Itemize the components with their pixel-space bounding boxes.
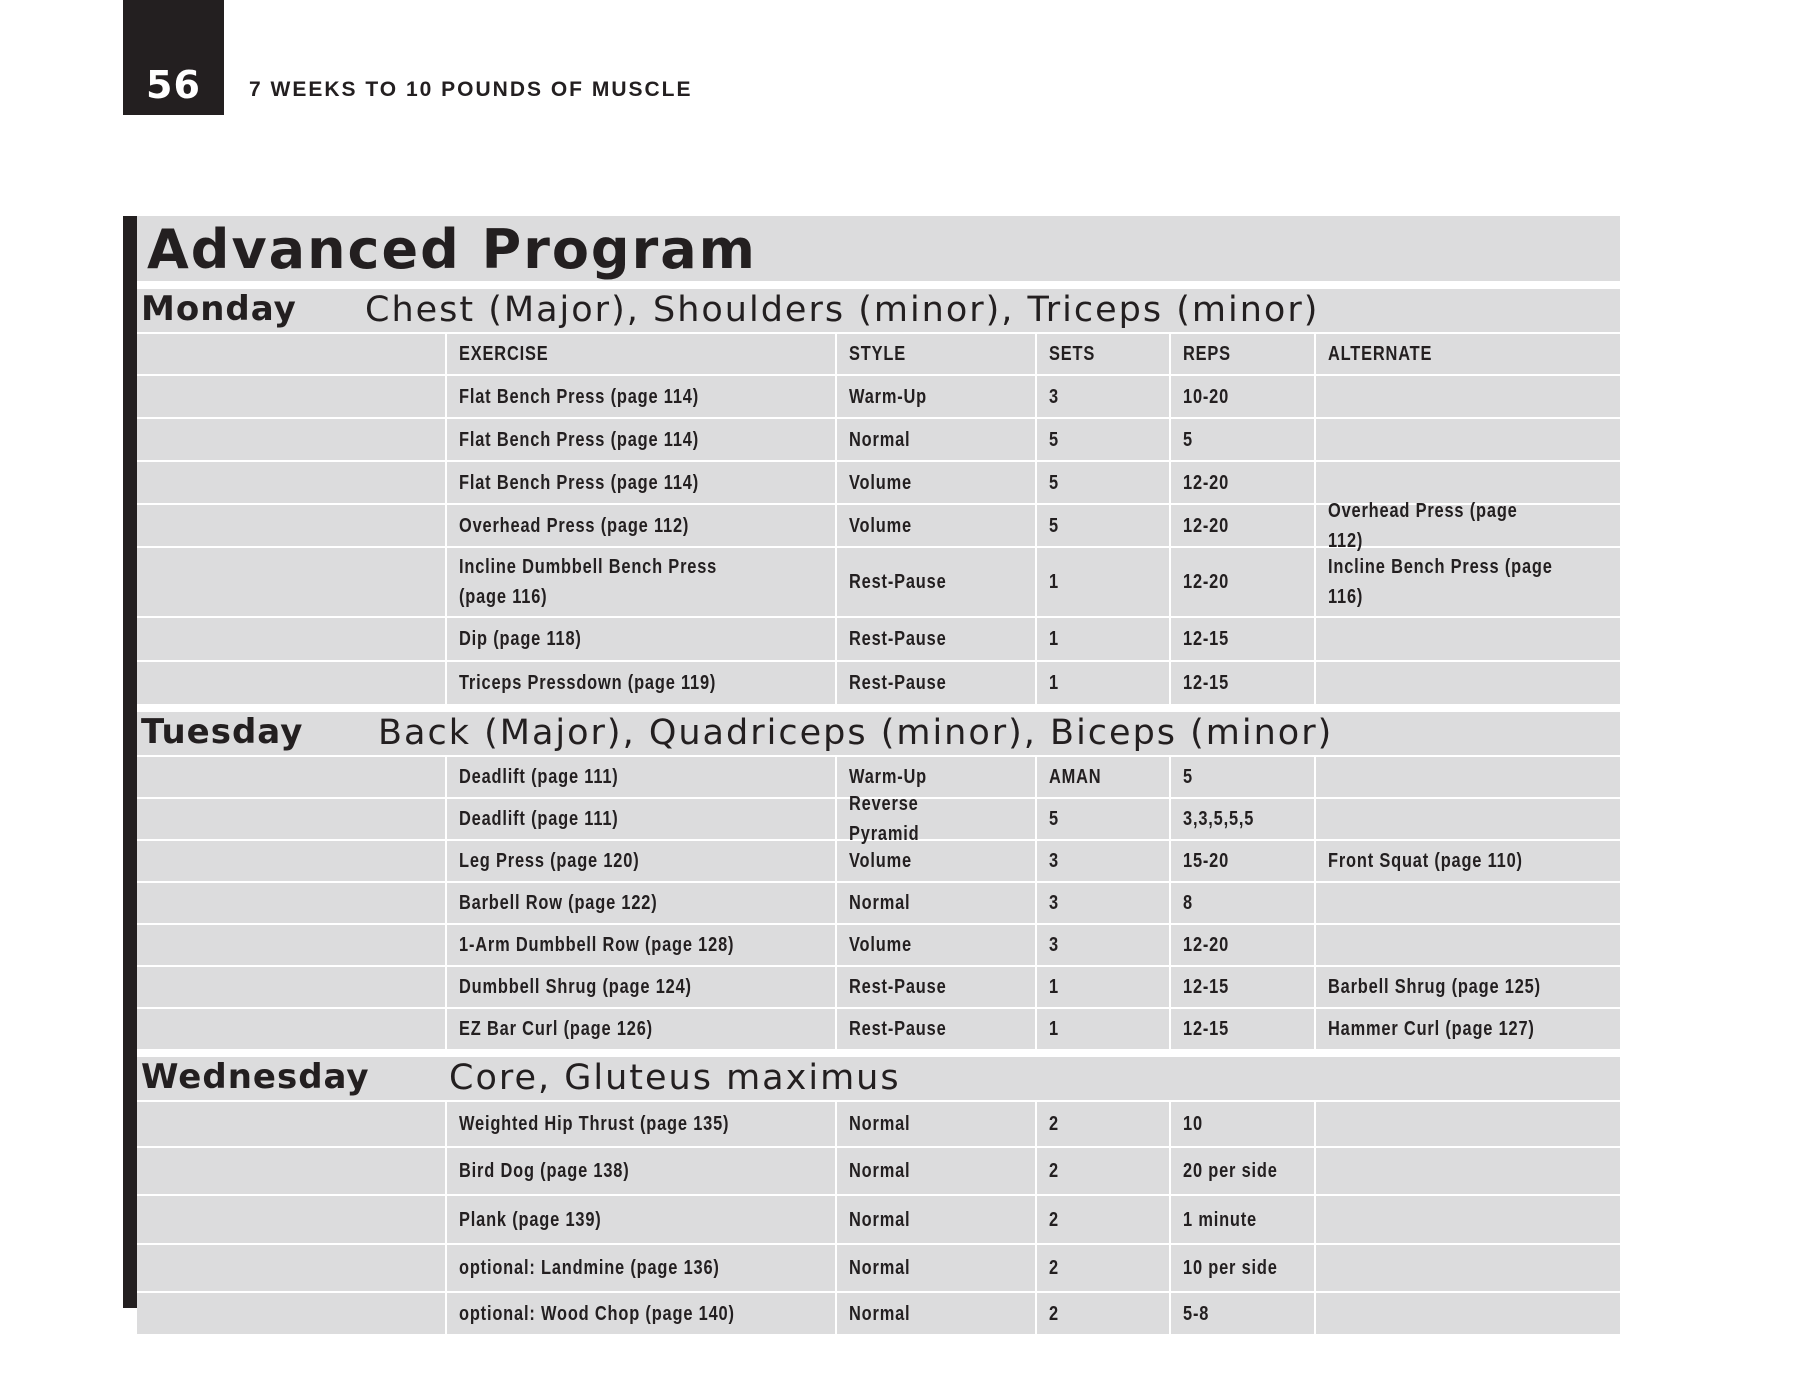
reps-cell [1171,757,1316,797]
exercise-text: Triceps Pressdown (page 119) [459,672,717,694]
alternate-cell [1316,883,1620,923]
table-row [137,883,1620,925]
sets-cell [1037,883,1171,923]
exercise-text: Plank (page 139) [459,1208,602,1231]
blank-cell [137,1293,447,1334]
blank-cell [137,757,447,797]
alternate-cell [1316,376,1620,417]
sets-text: 3 [1049,385,1059,408]
style-text: Volume [849,514,912,537]
column-header-reps [1171,334,1316,374]
sets-text: 5 [1049,808,1059,830]
column-header-label: ALTERNATE [1328,343,1433,365]
column-header-exercise [447,334,837,374]
table-row [137,793,1620,845]
style-text: Normal [849,1160,911,1182]
page-number: 56 [146,63,201,107]
style-text: Normal [849,1113,911,1135]
style-cell [837,793,1037,845]
sets-text: 3 [1049,892,1059,914]
reps-cell [1171,1102,1316,1146]
table-row [137,967,1620,1009]
reps-cell [1171,505,1316,546]
style-cell [837,662,1037,704]
reps-text: 5 [1183,766,1193,788]
alternate-cell [1316,618,1620,660]
title-band [137,216,1620,289]
sets-text: 5 [1049,428,1059,451]
sets-text: 2 [1049,1257,1059,1279]
style-cell [837,419,1037,460]
reps-text: 12-15 [1183,1018,1230,1040]
program-title: Advanced Program [147,218,757,281]
exercise-text: Flat Bench Press (page 114) [459,471,699,494]
style-cell [837,1102,1037,1146]
exercise-text: Leg Press (page 120) [459,850,640,872]
style-text: Normal [849,1208,911,1231]
sets-cell [1037,841,1171,881]
exercise-text: Overhead Press (page 112) [459,514,690,537]
reps-cell [1171,462,1316,503]
exercise-text: Flat Bench Press (page 114) [459,428,699,451]
reps-text: 10 [1183,1113,1203,1135]
day-focus: Back (Major), Quadriceps (minor), Biceps (minor) [378,713,1334,753]
sets-cell [1037,799,1171,839]
blank-cell [137,376,447,417]
style-text: Rest-Pause [849,628,947,650]
style-text: Normal [849,892,911,914]
alternate-cell [1316,1148,1620,1194]
reps-cell [1171,376,1316,417]
table-row [137,419,1620,462]
style-text: Normal [849,1302,911,1325]
exercise-text: Bird Dog (page 138) [459,1160,630,1182]
left-accent-bar [123,216,137,1308]
table-row [137,1293,1620,1336]
reps-cell [1171,799,1316,839]
sets-text: 3 [1049,850,1059,872]
alternate-cell [1316,1102,1620,1146]
reps-text: 5 [1183,428,1193,451]
reps-text: 1 minute [1183,1208,1258,1231]
reps-text: 3,3,5,5,5 [1183,808,1255,830]
style-text: Rest-Pause [849,571,947,593]
exercise-cell [447,419,837,460]
reps-text: 12-15 [1183,672,1230,694]
exercise-text: Incline Dumbbell Bench Press (page 116) [459,556,718,608]
reps-cell [1171,1245,1316,1291]
table-row [137,925,1620,967]
exercise-cell [447,1293,837,1334]
sets-text: 1 [1049,571,1059,593]
style-text: Normal [849,428,911,451]
reps-text: 12-15 [1183,976,1230,998]
table-row [137,1148,1620,1196]
table-row [137,499,1620,552]
exercise-text: Flat Bench Press (page 114) [459,385,699,408]
day-name: Wednesday [141,1057,370,1097]
reps-cell [1171,925,1316,965]
exercise-text: Barbell Row (page 122) [459,892,658,914]
alternate-cell [1316,548,1620,616]
exercise-cell [447,1102,837,1146]
sets-cell [1037,1009,1171,1049]
blank-cell [137,419,447,460]
sets-cell [1037,1293,1171,1334]
reps-cell [1171,1148,1316,1194]
sets-cell [1037,925,1171,965]
blank-cell [137,967,447,1007]
exercise-cell [447,1148,837,1194]
table-row [137,841,1620,883]
reps-cell [1171,883,1316,923]
style-cell [837,376,1037,417]
reps-text: 12-15 [1183,628,1230,650]
day-header [137,1057,1620,1102]
table-row [137,1009,1620,1051]
sets-text: 2 [1049,1113,1059,1135]
reps-cell [1171,967,1316,1007]
blank-cell [137,1148,447,1194]
reps-cell [1171,841,1316,881]
column-header-label: STYLE [849,343,906,365]
sets-text: 5 [1049,514,1059,537]
reps-cell [1171,419,1316,460]
style-cell [837,462,1037,503]
sets-text: AMAN [1049,766,1102,788]
sets-cell [1037,662,1171,704]
sets-text: 2 [1049,1208,1059,1231]
table-row [137,1196,1620,1245]
column-header-sets [1037,334,1171,374]
blank-cell [137,618,447,660]
blank-cell [137,548,447,616]
alternate-cell [1316,1196,1620,1243]
alternate-cell [1316,799,1620,839]
alternate-cell [1316,1009,1620,1049]
exercise-cell [447,967,837,1007]
exercise-cell [447,925,837,965]
style-text: Normal [849,1257,911,1279]
reps-text: 8 [1183,892,1193,914]
alternate-cell [1316,419,1620,460]
exercise-cell [447,376,837,417]
style-cell [837,925,1037,965]
alternate-cell [1316,967,1620,1007]
blank-cell [137,799,447,839]
blank-cell [137,462,447,503]
sets-cell [1037,1102,1171,1146]
reps-text: 10 per side [1183,1257,1278,1279]
table-row [137,618,1620,662]
reps-text: 15-20 [1183,850,1230,872]
exercise-cell [447,618,837,660]
column-header-row [137,334,1620,376]
exercise-text: 1-Arm Dumbbell Row (page 128) [459,934,735,956]
exercise-text: optional: Landmine (page 136) [459,1257,720,1279]
blank-cell [137,1102,447,1146]
style-cell [837,967,1037,1007]
reps-cell [1171,1293,1316,1334]
alternate-text: Front Squat (page 110) [1328,850,1523,872]
style-text: Warm-Up [849,385,928,408]
day-header [137,289,1620,334]
style-text: Reverse Pyramid [849,793,920,845]
exercise-cell [447,505,837,546]
reps-text: 12-20 [1183,471,1230,494]
exercise-text: optional: Wood Chop (page 140) [459,1302,735,1325]
reps-cell [1171,1009,1316,1049]
sets-text: 1 [1049,672,1059,694]
table-row [137,662,1620,706]
program-table [123,216,1620,1325]
style-cell [837,548,1037,616]
reps-cell [1171,1196,1316,1243]
blank-cell [137,1196,447,1243]
sets-cell [1037,505,1171,546]
day-focus: Chest (Major), Shoulders (minor), Triceps (minor) [365,290,1320,330]
style-cell [837,1196,1037,1243]
alternate-cell [1316,1293,1620,1334]
style-text: Volume [849,934,912,956]
alternate-cell [1316,1245,1620,1291]
exercise-cell [447,548,837,616]
exercise-cell [447,757,837,797]
table-row [137,1102,1620,1148]
alternate-text: Overhead Press (page 112) [1328,499,1518,552]
sets-cell [1037,618,1171,660]
blank-cell [137,505,447,546]
sets-cell [1037,462,1171,503]
exercise-cell [447,1245,837,1291]
exercise-text: Deadlift (page 111) [459,808,619,830]
exercise-cell [447,662,837,704]
sets-text: 1 [1049,976,1059,998]
exercise-cell [447,1196,837,1243]
exercise-cell [447,841,837,881]
reps-text: 10-20 [1183,385,1230,408]
blank-cell [137,662,447,704]
column-header-style [837,334,1037,374]
sets-cell [1037,1245,1171,1291]
exercise-text: EZ Bar Curl (page 126) [459,1018,653,1040]
table-row [137,1245,1620,1293]
style-text: Rest-Pause [849,976,947,998]
sets-text: 1 [1049,628,1059,650]
style-text: Warm-Up [849,766,928,788]
sets-cell [1037,967,1171,1007]
style-text: Rest-Pause [849,1018,947,1040]
sets-cell [1037,376,1171,417]
exercise-cell [447,799,837,839]
program-content [137,216,1620,1336]
sets-cell [1037,419,1171,460]
blank-cell [137,1009,447,1049]
table-row [137,376,1620,419]
day-name: Tuesday [141,712,304,752]
sets-cell [1037,548,1171,616]
blank-cell [137,1245,447,1291]
exercise-cell [447,883,837,923]
column-header-alternate [1316,334,1620,374]
day-name: Monday [141,289,297,329]
blank-cell [137,883,447,923]
exercise-cell [447,462,837,503]
blank-cell [137,925,447,965]
style-text: Volume [849,471,912,494]
reps-text: 12-20 [1183,514,1230,537]
blank-cell [137,841,447,881]
sets-text: 2 [1049,1302,1059,1325]
exercise-text: Deadlift (page 111) [459,766,619,788]
sets-text: 3 [1049,934,1059,956]
alternate-cell [1316,925,1620,965]
blank-cell [137,334,447,374]
alternate-text: Hammer Curl (page 127) [1328,1018,1535,1040]
reps-cell [1171,548,1316,616]
alternate-cell [1316,841,1620,881]
page-number-box [123,0,224,115]
alternate-cell [1316,499,1620,552]
exercise-text: Dumbbell Shrug (page 124) [459,976,692,998]
alternate-text: Incline Bench Press (page 116) [1328,556,1553,608]
reps-cell [1171,662,1316,704]
style-cell [837,883,1037,923]
sets-text: 2 [1049,1160,1059,1182]
day-focus: Core, Gluteus maximus [449,1058,901,1098]
exercise-text: Dip (page 118) [459,628,582,650]
alternate-text: Barbell Shrug (page 125) [1328,976,1541,998]
column-header-label: SETS [1049,343,1096,365]
style-cell [837,1293,1037,1334]
sets-text: 1 [1049,1018,1059,1040]
sets-text: 5 [1049,471,1059,494]
reps-text: 5-8 [1183,1302,1210,1325]
reps-text: 12-20 [1183,571,1230,593]
alternate-cell [1316,662,1620,704]
style-cell [837,1245,1037,1291]
running-head: 7 WEEKS TO 10 POUNDS OF MUSCLE [249,78,693,101]
table-row [137,548,1620,618]
sets-cell [1037,1148,1171,1194]
style-cell [837,505,1037,546]
reps-text: 12-20 [1183,934,1230,956]
reps-text: 20 per side [1183,1160,1278,1182]
exercise-text: Weighted Hip Thrust (page 135) [459,1113,730,1135]
style-text: Volume [849,850,912,872]
day-header [137,712,1620,757]
alternate-cell [1316,757,1620,797]
column-header-label: EXERCISE [459,343,549,365]
style-cell [837,618,1037,660]
sets-cell [1037,1196,1171,1243]
style-cell [837,1148,1037,1194]
column-header-label: REPS [1183,343,1231,365]
style-text: Rest-Pause [849,672,947,694]
style-cell [837,1009,1037,1049]
sets-cell [1037,757,1171,797]
reps-cell [1171,618,1316,660]
exercise-cell [447,1009,837,1049]
